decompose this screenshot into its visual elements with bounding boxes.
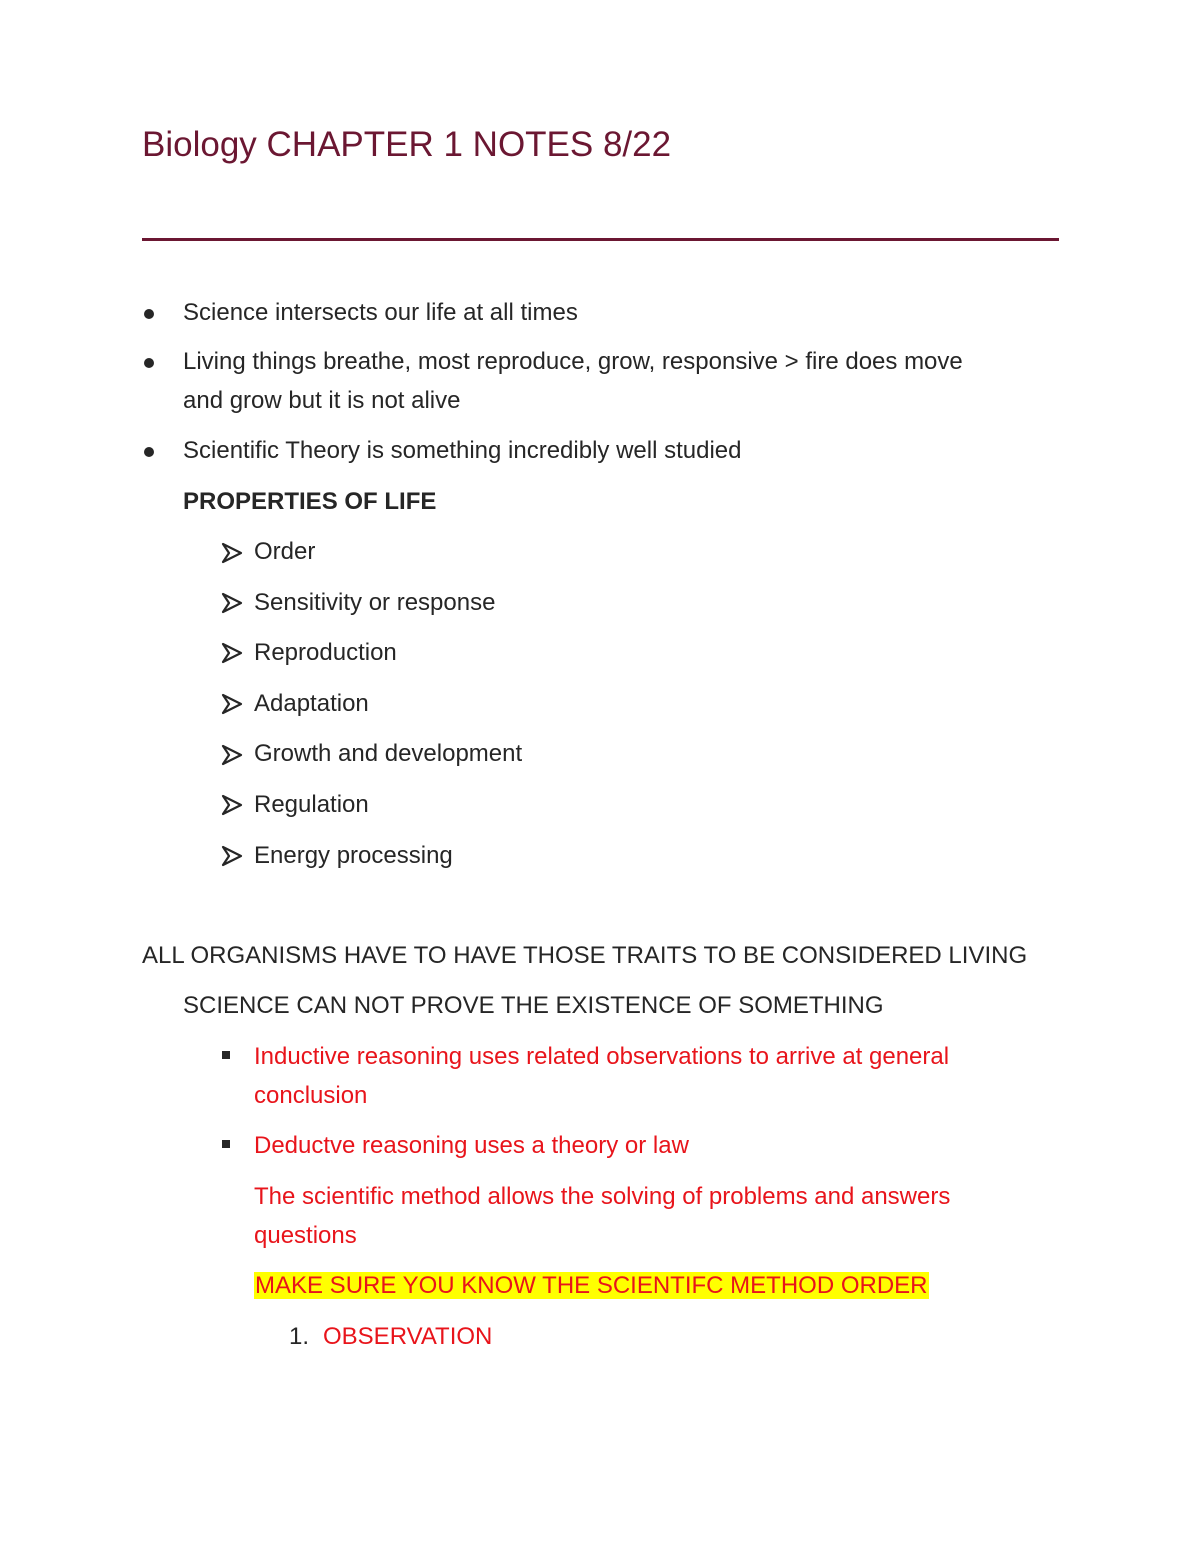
numbered-item: OBSERVATION xyxy=(323,1323,493,1350)
bullet-icon xyxy=(144,447,154,457)
bullet-item: Science intersects our life at all times xyxy=(183,299,578,326)
highlight-text: MAKE SURE YOU KNOW THE SCIENTIFC METHOD ORDER xyxy=(255,1272,928,1299)
science-statement: SCIENCE CAN NOT PROVE THE EXISTENCE OF SOMETHING xyxy=(183,992,884,1019)
arrow-bullet-icon xyxy=(221,845,243,867)
arrow-bullet-icon xyxy=(221,744,243,766)
title-divider xyxy=(142,238,1059,241)
arrow-bullet-icon xyxy=(221,794,243,816)
property-item: Energy processing xyxy=(254,842,453,869)
arrow-bullet-icon xyxy=(221,592,243,614)
square-bullet-icon xyxy=(222,1140,230,1148)
property-item: Order xyxy=(254,538,316,565)
property-item: Regulation xyxy=(254,791,369,818)
property-item: Growth and development xyxy=(254,740,523,767)
arrow-bullet-icon xyxy=(221,642,243,664)
property-item: Reproduction xyxy=(254,639,397,666)
organisms-statement: ALL ORGANISMS HAVE TO HAVE THOSE TRAITS TO BE CONSIDERED LIVING xyxy=(142,942,1028,969)
list-number: 1. xyxy=(289,1323,310,1350)
properties-heading: PROPERTIES OF LIFE xyxy=(183,488,437,515)
property-item: Adaptation xyxy=(254,690,369,717)
reasoning-item-continuation: conclusion xyxy=(254,1082,368,1109)
arrow-bullet-icon xyxy=(221,693,243,715)
page-title: Biology CHAPTER 1 NOTES 8/22 xyxy=(142,125,672,164)
bullet-icon xyxy=(144,309,154,319)
arrow-bullet-icon xyxy=(221,542,243,564)
reasoning-item: Deductve reasoning uses a theory or law xyxy=(254,1132,689,1159)
bullet-icon xyxy=(144,358,154,368)
highlighted-reminder xyxy=(254,1267,929,1305)
square-bullet-icon xyxy=(222,1051,230,1059)
property-item: Sensitivity or response xyxy=(254,589,496,616)
bullet-item: Living things breathe, most reproduce, grow, responsive > fire does move xyxy=(183,348,963,375)
bullet-item-continuation: and grow but it is not alive xyxy=(183,387,461,414)
bullet-item: Scientific Theory is something incredibly well studied xyxy=(183,437,742,464)
method-statement: The scientific method allows the solving of problems and answers xyxy=(254,1183,951,1210)
method-statement-continuation: questions xyxy=(254,1222,357,1249)
reasoning-item: Inductive reasoning uses related observations to arrive at general xyxy=(254,1043,950,1070)
